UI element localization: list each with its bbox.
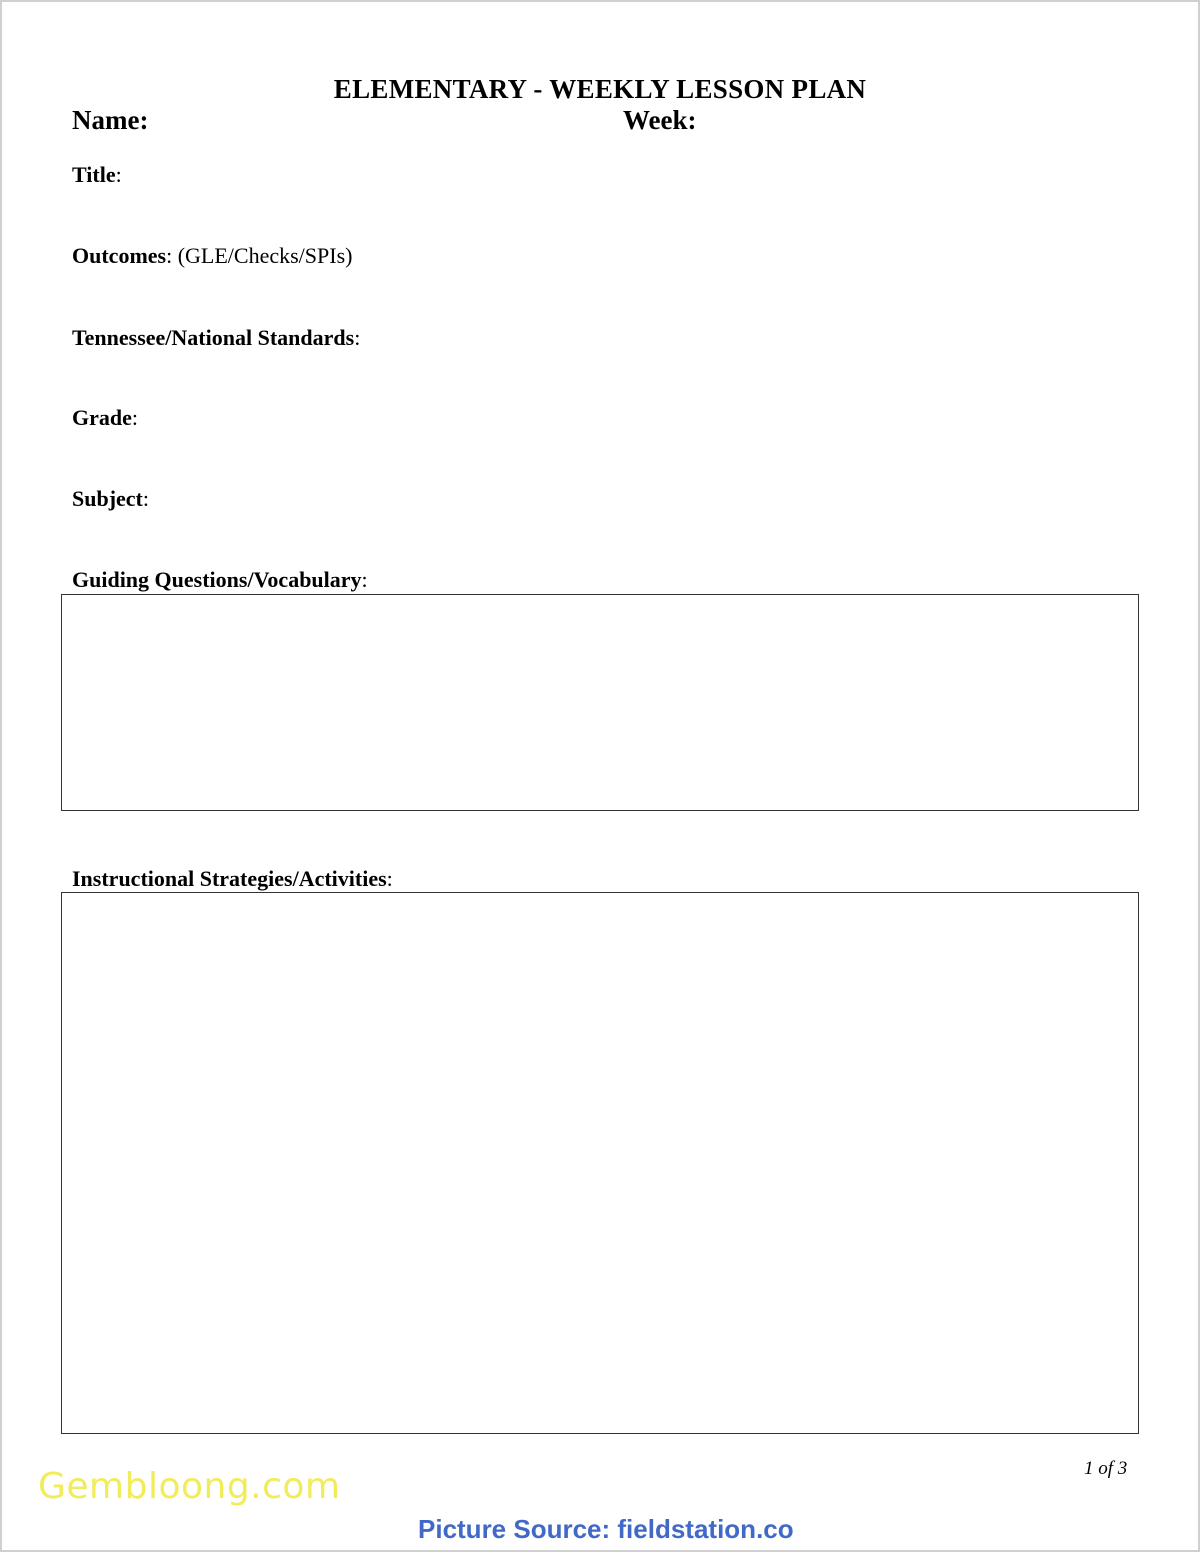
outcomes-colon: : (166, 243, 173, 268)
watermark: Gembloong.com (38, 1466, 341, 1507)
outcomes-label: Outcomes (72, 243, 167, 268)
title-field (72, 162, 122, 188)
week-label: Week: (623, 105, 697, 135)
document-title: ELEMENTARY - WEEKLY LESSON PLAN (333, 74, 867, 104)
standards-label: Tennessee/National Standards (72, 325, 355, 350)
grade-colon: : (131, 405, 139, 430)
subject-label: Subject (72, 486, 143, 511)
subject-colon: : (142, 486, 150, 511)
guiding-questions-field (72, 567, 368, 593)
instructional-strategies-field (72, 866, 393, 892)
instructional-strategies-label: Instructional Strategies/Activities (72, 866, 387, 891)
instructional-strategies-box[interactable] (61, 892, 1139, 1434)
grade-field (72, 405, 138, 431)
source-credit: Picture Source: fieldstation.co (418, 1514, 794, 1544)
guiding-questions-label: Guiding Questions/Vocabulary (72, 567, 362, 592)
subject-field (72, 486, 149, 512)
page-number: 1 of 3 (1084, 1458, 1128, 1479)
instructional-strategies-colon: : (386, 866, 393, 891)
name-label: Name: (72, 105, 149, 135)
grade-label: Grade (72, 405, 132, 430)
outcomes-detail: (GLE/Checks/SPIs) (177, 243, 353, 268)
guiding-questions-box[interactable] (61, 594, 1139, 811)
title-label: Title (72, 162, 116, 187)
standards-field (72, 325, 360, 351)
title-colon: : (115, 162, 122, 187)
standards-colon: : (354, 325, 361, 350)
guiding-questions-colon: : (361, 567, 368, 592)
outcomes-field (72, 243, 352, 269)
